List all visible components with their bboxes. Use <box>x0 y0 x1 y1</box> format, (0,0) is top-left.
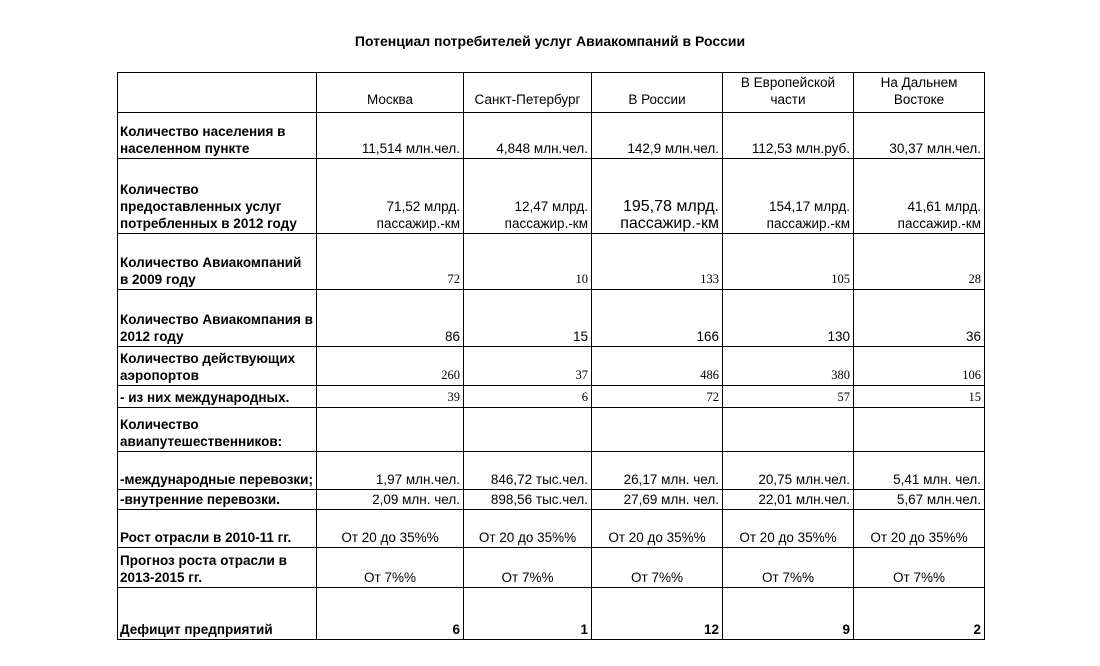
row-label: - из них международных. <box>118 386 317 408</box>
table-row <box>118 452 985 490</box>
table-cell: 9 <box>723 588 854 640</box>
cell-line: пассажир.-км <box>766 216 850 231</box>
table-cell: 5,67 млн.чел. <box>854 490 985 510</box>
table-cell: 6 <box>317 588 464 640</box>
table-cell: 380 <box>723 347 854 386</box>
table-cell <box>854 408 985 452</box>
table-cell <box>464 408 592 452</box>
row-label: Прогноз роста отрасли в 2013-2015 гг. <box>118 548 317 588</box>
table-cell: От 20 до 35%% <box>854 510 985 548</box>
table-cell: От 20 до 35%% <box>592 510 723 548</box>
table-cell <box>317 159 464 234</box>
data-table <box>117 72 985 640</box>
row-label: Рост отрасли в 2010-11 гг. <box>118 510 317 548</box>
cell-line: пассажир.-км <box>376 216 460 231</box>
table-cell: 20,75 млн.чел. <box>723 452 854 490</box>
table-cell: 112,53 млн.руб. <box>723 113 854 159</box>
table-cell <box>854 159 985 234</box>
table-cell: 36 <box>854 290 985 347</box>
table-row <box>118 159 985 234</box>
cell-line: пассажир.-км <box>897 216 981 231</box>
table-cell: 12 <box>592 588 723 640</box>
table-row <box>118 290 985 347</box>
page-title: Потенциал потребителей услуг Авиакомпаний в России <box>354 33 746 49</box>
cell-line: пассажир.-км <box>504 216 588 231</box>
column-header: Москва <box>317 73 464 113</box>
table-cell: 10 <box>464 234 592 290</box>
row-label: Дефицит предприятий <box>118 588 317 640</box>
table-cell: 130 <box>723 290 854 347</box>
table-cell: От 7%% <box>854 548 985 588</box>
column-header: В Европейской части <box>723 73 854 113</box>
table-cell: 2 <box>854 588 985 640</box>
table-cell: 4,848 млн.чел. <box>464 113 592 159</box>
row-label: Количество предоставленных услуг потребленных в 2012 году <box>118 159 317 234</box>
cell-line: 195,78 млрд. <box>622 198 719 215</box>
table-cell: От 7%% <box>317 548 464 588</box>
table-cell: От 20 до 35%% <box>464 510 592 548</box>
table-cell: 106 <box>854 347 985 386</box>
row-label: -внутренние перевозки. <box>118 490 317 510</box>
table-cell: 11,514 млн.чел. <box>317 113 464 159</box>
table-cell <box>317 408 464 452</box>
table-cell: 72 <box>317 234 464 290</box>
table-cell: 22,01 млн.чел. <box>723 490 854 510</box>
table-row <box>118 113 985 159</box>
table-cell: 166 <box>592 290 723 347</box>
table-cell: 26,17 млн. чел. <box>592 452 723 490</box>
table-cell: От 20 до 35%% <box>723 510 854 548</box>
table-cell <box>723 159 854 234</box>
table-row <box>118 408 985 452</box>
table-cell: 28 <box>854 234 985 290</box>
table-cell <box>592 159 723 234</box>
table-row <box>118 347 985 386</box>
table-cell: 486 <box>592 347 723 386</box>
table-row <box>118 234 985 290</box>
table-cell: 105 <box>723 234 854 290</box>
table-cell: 898,56 тыс.чел. <box>464 490 592 510</box>
row-label: -международные перевозки; <box>118 452 317 490</box>
table-cell: 72 <box>592 386 723 408</box>
table-cell: От 7%% <box>592 548 723 588</box>
row-label: Количество Авиакомпания в 2012 году <box>118 290 317 347</box>
table-cell: 15 <box>854 386 985 408</box>
header-row <box>118 73 985 113</box>
cell-line: 41,61 млрд. <box>907 199 981 214</box>
table-cell: От 7%% <box>464 548 592 588</box>
table-cell <box>464 159 592 234</box>
table-cell: 37 <box>464 347 592 386</box>
column-header: Санкт-Петербург <box>464 73 592 113</box>
table-cell: 2,09 млн. чел. <box>317 490 464 510</box>
table-cell: 39 <box>317 386 464 408</box>
row-label: Количество Авиакомпаний в 2009 году <box>118 234 317 290</box>
column-header: В России <box>592 73 723 113</box>
table-cell: 30,37 млн.чел. <box>854 113 985 159</box>
cell-line: 71,52 млрд. <box>386 199 460 214</box>
row-label: Количество населения в населенном пункте <box>118 113 317 159</box>
table-cell: 15 <box>464 290 592 347</box>
table-row <box>118 510 985 548</box>
table-cell: 57 <box>723 386 854 408</box>
table-cell <box>723 408 854 452</box>
table-cell: 86 <box>317 290 464 347</box>
table-cell: 846,72 тыс.чел. <box>464 452 592 490</box>
table-cell: 5,41 млн. чел. <box>854 452 985 490</box>
cell-line: пассажир.-км <box>620 215 719 232</box>
cell-line: 154,17 млрд. <box>768 199 850 214</box>
table-cell: От 7%% <box>723 548 854 588</box>
table-cell: 1 <box>464 588 592 640</box>
column-header: На Дальнем Востоке <box>854 73 985 113</box>
table-row <box>118 548 985 588</box>
table-row <box>118 386 985 408</box>
header-empty-cell <box>118 73 317 113</box>
cell-line: 12,47 млрд. <box>514 199 588 214</box>
table-cell: 260 <box>317 347 464 386</box>
table-row <box>118 490 985 510</box>
table-cell: 1,97 млн.чел. <box>317 452 464 490</box>
table-cell: 27,69 млн. чел. <box>592 490 723 510</box>
row-label: Количество действующих аэропортов <box>118 347 317 386</box>
table-row <box>118 588 985 640</box>
row-label: Количество авиапутешественников: <box>118 408 317 452</box>
table-cell: 142,9 млн.чел. <box>592 113 723 159</box>
table-cell: 133 <box>592 234 723 290</box>
table-cell: От 20 до 35%% <box>317 510 464 548</box>
table-cell: 6 <box>464 386 592 408</box>
table-cell <box>592 408 723 452</box>
